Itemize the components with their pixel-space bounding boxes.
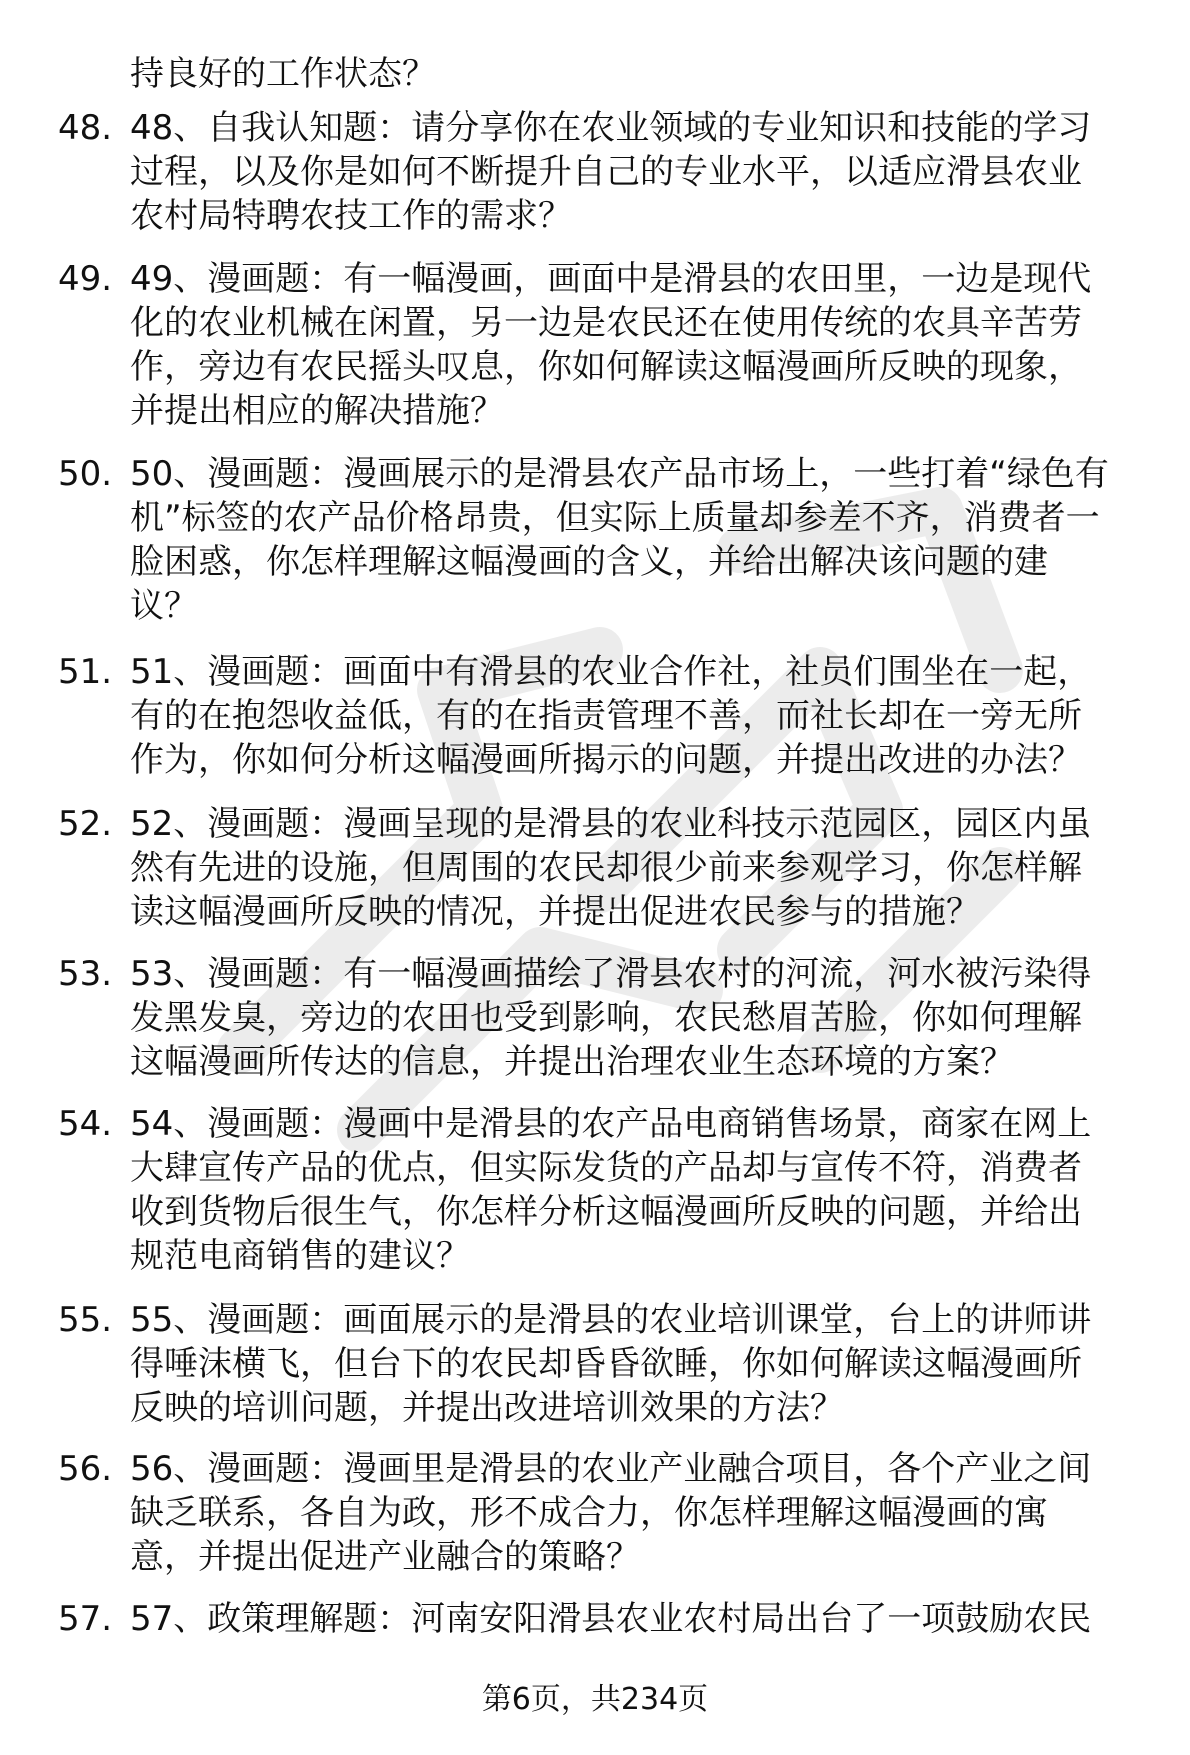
- question-line: 作，旁边有农民摇头叹息，你如何解读这幅漫画所反映的现象，: [130, 347, 1082, 387]
- question-text: [130, 106, 1160, 238]
- question-line: 发黑发臭，旁边的农田也受到影响，农民愁眉苦脸，你如何理解: [130, 998, 1082, 1038]
- question-number: 53.: [58, 954, 113, 994]
- question-line: 51、漫画题：画面中有滑县的农业合作社，社员们围坐在一起，: [130, 652, 1092, 692]
- question-line: 农村局特聘农技工作的需求？: [130, 196, 572, 236]
- question-line: 得唾沫横飞，但台下的农民却昏昏欲睡，你如何解读这幅漫画所: [130, 1344, 1082, 1384]
- page-footer: 第6页，共234页: [481, 1682, 709, 1717]
- continuation-text: 持良好的工作状态？: [130, 54, 436, 94]
- question-line: 并提出相应的解决措施？: [130, 391, 504, 431]
- question-text: [130, 1298, 1160, 1430]
- question-text: [130, 257, 1160, 433]
- question-number: 57.: [58, 1599, 113, 1639]
- question-text: [130, 650, 1160, 782]
- question-line: 机”标签的农产品价格昂贵，但实际上质量却参差不齐，消费者一: [130, 498, 1100, 538]
- question-number: 55.: [58, 1300, 113, 1340]
- question-number: 49.: [58, 259, 113, 299]
- question-line: 过程，以及你是如何不断提升自己的专业水平，以适应滑县农业: [130, 152, 1082, 192]
- question-line: 57、政策理解题：河南安阳滑县农业农村局出台了一项鼓励农民: [130, 1599, 1092, 1639]
- question-line: 大肆宣传产品的优点，但实际发货的产品却与宣传不符，消费者: [130, 1148, 1082, 1188]
- question-line: 化的农业机械在闲置，另一边是农民还在使用传统的农具辛苦劳: [130, 303, 1082, 343]
- question-number: 48.: [58, 108, 113, 148]
- question-line: 54、漫画题：漫画中是滑县的农产品电商销售场景，商家在网上: [130, 1104, 1092, 1144]
- question-line: 意，并提出促进产业融合的策略？: [130, 1537, 640, 1577]
- question-text: [130, 1597, 1160, 1641]
- question-line: 收到货物后很生气，你怎样分析这幅漫画所反映的问题，并给出: [130, 1192, 1082, 1232]
- question-line: 反映的培训问题，并提出改进培训效果的方法？: [130, 1388, 844, 1428]
- question-number: 51.: [58, 652, 113, 692]
- question-number: 56.: [58, 1449, 113, 1489]
- question-text: [130, 452, 1160, 628]
- question-line: 56、漫画题：漫画里是滑县的农业产业融合项目，各个产业之间: [130, 1449, 1092, 1489]
- question-line: 这幅漫画所传达的信息，并提出治理农业生态环境的方案？: [130, 1042, 1014, 1082]
- question-line: 50、漫画题：漫画展示的是滑县农产品市场上，一些打着“绿色有: [130, 454, 1109, 494]
- question-line: 作为，你如何分析这幅漫画所揭示的问题，并提出改进的办法？: [130, 740, 1082, 780]
- question-line: 规范电商销售的建议？: [130, 1236, 470, 1276]
- question-number: 52.: [58, 804, 113, 844]
- question-line: 49、漫画题：有一幅漫画，画面中是滑县的农田里，一边是现代: [130, 259, 1092, 299]
- question-line: 读这幅漫画所反映的情况，并提出促进农民参与的措施？: [130, 892, 980, 932]
- question-text: [130, 802, 1160, 934]
- question-line: 52、漫画题：漫画呈现的是滑县的农业科技示范园区，园区内虽: [130, 804, 1092, 844]
- question-line: 脸困惑，你怎样理解这幅漫画的含义，并给出解决该问题的建: [130, 542, 1048, 582]
- question-line: 55、漫画题：画面展示的是滑县的农业培训课堂，台上的讲师讲: [130, 1300, 1092, 1340]
- question-text: [130, 1447, 1160, 1579]
- question-line: 缺乏联系，各自为政，形不成合力，你怎样理解这幅漫画的寓: [130, 1493, 1048, 1533]
- question-line: 48、自我认知题：请分享你在农业领域的专业知识和技能的学习: [130, 108, 1092, 148]
- question-number: 54.: [58, 1104, 113, 1144]
- question-number: 50.: [58, 454, 113, 494]
- question-line: 然有先进的设施，但周围的农民却很少前来参观学习，你怎样解: [130, 848, 1082, 888]
- question-line: 53、漫画题：有一幅漫画描绘了滑县农村的河流，河水被污染得: [130, 954, 1092, 994]
- question-line: 议？: [130, 586, 198, 626]
- question-line: 有的在抱怨收益低，有的在指责管理不善，而社长却在一旁无所: [130, 696, 1082, 736]
- question-text: [130, 952, 1160, 1084]
- question-text: [130, 1102, 1160, 1278]
